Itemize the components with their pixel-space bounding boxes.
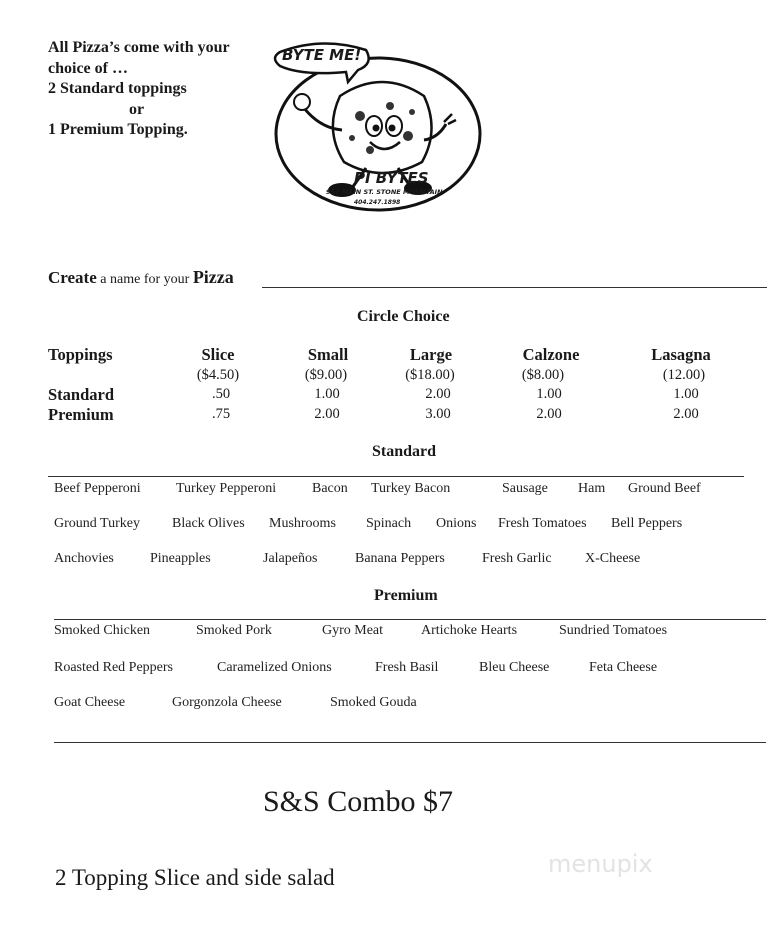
list-item[interactable]: Ground Beef: [628, 481, 701, 496]
list-item[interactable]: Smoked Gouda: [330, 695, 417, 710]
list-item[interactable]: Fresh Garlic: [482, 551, 552, 566]
list-item[interactable]: Turkey Bacon: [371, 481, 451, 496]
premium-price-small: 2.00: [314, 406, 340, 422]
list-item[interactable]: Smoked Pork: [196, 623, 272, 638]
premium-price-lasagna: 2.00: [673, 406, 699, 422]
list-item[interactable]: Bleu Cheese: [479, 660, 550, 675]
create-middle-text: a name for your: [96, 272, 193, 287]
list-item[interactable]: Jalapeños: [263, 551, 318, 566]
create-name-label: [48, 267, 234, 288]
intro-line-2: choice of …: [48, 59, 128, 77]
intro-line-5: 1 Premium Topping.: [48, 121, 188, 138]
list-item[interactable]: Bacon: [312, 481, 348, 496]
list-item[interactable]: Spinach: [366, 516, 412, 531]
list-item[interactable]: Fresh Basil: [375, 660, 439, 675]
standard-price-lasagna: 1.00: [673, 386, 699, 402]
list-item[interactable]: Artichoke Hearts: [421, 623, 518, 638]
list-item[interactable]: Anchovies: [54, 551, 114, 566]
standard-price-calzone: 1.00: [536, 386, 562, 402]
list-item[interactable]: Smoked Chicken: [54, 623, 151, 638]
price-slice: ($4.50): [196, 367, 240, 383]
intro-line-1: All Pizza’s come with your: [48, 39, 230, 56]
list-item[interactable]: Roasted Red Peppers: [54, 660, 173, 675]
premium-top-rule: [54, 619, 766, 620]
column-header-lasagna: Lasagna: [651, 345, 711, 364]
logo-phone-text: 404.247.1898: [354, 199, 401, 206]
pi-bytes-logo: [262, 38, 484, 214]
list-item[interactable]: Bell Peppers: [611, 516, 683, 531]
list-item[interactable]: Feta Cheese: [589, 660, 658, 675]
pizza-word: Pizza: [192, 267, 234, 287]
standard-price-large: 2.00: [425, 386, 451, 402]
combo-title: S&S Combo $7: [263, 785, 454, 818]
list-item[interactable]: Turkey Pepperoni: [176, 481, 277, 496]
standard-price-small: 1.00: [314, 386, 340, 402]
logo-bubble-text: BYTE ME!: [282, 46, 362, 64]
premium-price-large: 3.00: [425, 406, 451, 422]
standard-section-title: Standard: [372, 443, 437, 460]
intro-line-4: or: [129, 100, 145, 118]
intro-text: [48, 38, 230, 141]
list-item[interactable]: Gorgonzola Cheese: [172, 695, 282, 710]
column-header-slice: Slice: [201, 345, 235, 364]
logo-address-text: 957 MAIN ST. STONE MOUNTAIN: [326, 188, 443, 196]
pizza-name-line[interactable]: [262, 287, 767, 288]
list-item[interactable]: Beef Pepperoni: [54, 481, 141, 496]
column-header-large: Large: [409, 345, 453, 364]
list-item[interactable]: Mushrooms: [269, 516, 336, 531]
premium-section-title: Premium: [374, 587, 438, 604]
price-small: ($9.00): [304, 367, 348, 383]
intro-line-3: 2 Standard toppings: [48, 80, 187, 97]
menupix-watermark: menupix: [548, 850, 653, 878]
price-calzone: ($8.00): [521, 367, 565, 383]
premium-price-slice: .75: [211, 406, 231, 422]
list-item[interactable]: Onions: [436, 516, 477, 531]
list-item[interactable]: Goat Cheese: [54, 695, 126, 710]
price-lasagna: (12.00): [662, 367, 706, 383]
list-item[interactable]: Pineapples: [150, 551, 211, 566]
premium-row-label: Premium: [48, 405, 114, 424]
list-item[interactable]: Ham: [578, 481, 606, 496]
standard-row-label: Standard: [48, 385, 115, 404]
create-word: Create: [48, 268, 97, 287]
column-header-calzone: Calzone: [522, 345, 580, 364]
circle-choice-heading: Circle Choice: [357, 308, 450, 325]
toppings-row-header: Toppings: [48, 345, 113, 364]
standard-price-slice: .50: [211, 386, 231, 402]
list-item[interactable]: X-Cheese: [585, 551, 641, 566]
list-item[interactable]: Black Olives: [172, 516, 245, 531]
list-item[interactable]: Ground Turkey: [54, 516, 140, 531]
column-header-small: Small: [307, 345, 349, 364]
list-item[interactable]: Sausage: [502, 481, 548, 496]
logo-brand-text: PI BYTES: [354, 169, 429, 187]
combo-description: 2 Topping Slice and side salad: [55, 865, 335, 890]
list-item[interactable]: Banana Peppers: [355, 551, 445, 566]
list-item[interactable]: Gyro Meat: [322, 623, 384, 638]
list-item[interactable]: Fresh Tomatoes: [498, 516, 587, 531]
list-item[interactable]: Sundried Tomatoes: [559, 623, 668, 638]
premium-bottom-rule: [54, 742, 766, 743]
standard-top-rule: [48, 476, 744, 477]
list-item[interactable]: Caramelized Onions: [217, 660, 332, 675]
premium-price-calzone: 2.00: [536, 406, 562, 422]
price-large: ($18.00): [405, 367, 455, 383]
